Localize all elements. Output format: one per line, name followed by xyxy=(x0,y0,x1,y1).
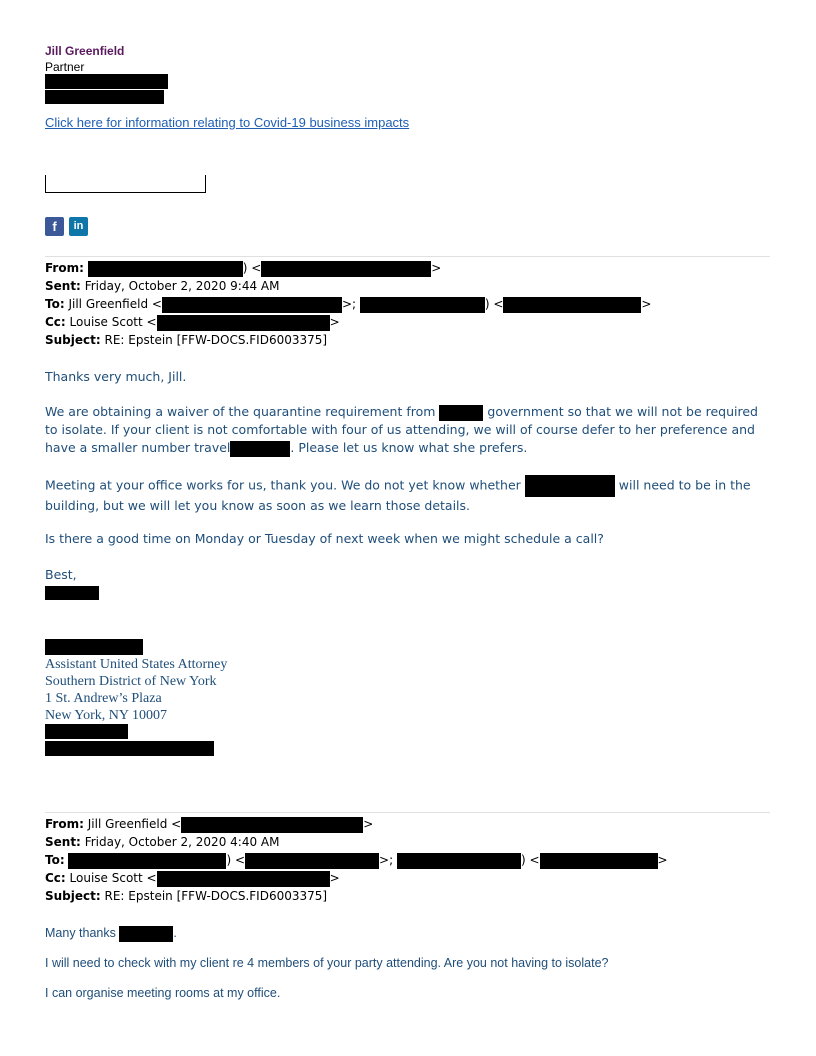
email1-from-line: From: ) < > xyxy=(45,261,442,275)
text: . Please let us know what she prefers. xyxy=(290,440,528,455)
sig-line: New York, NY 10007 xyxy=(45,708,167,723)
cc-name: Louise Scott < xyxy=(69,871,157,885)
redaction xyxy=(245,853,379,869)
redaction xyxy=(397,853,521,869)
redaction xyxy=(45,74,168,89)
text: government so that we will not be required to isolate. If your client is not comfortable with four of us attending, we will of course defer to her preference and have a smaller number travel xyxy=(45,404,758,455)
redaction xyxy=(119,926,173,942)
email2-cc-line: Cc: Louise Scott < > xyxy=(45,871,340,885)
linkedin-icon[interactable]: in xyxy=(69,217,88,236)
sent-label: Sent: xyxy=(45,279,81,293)
redaction xyxy=(540,853,658,869)
usao-signature xyxy=(45,656,227,724)
redaction xyxy=(162,297,342,313)
signature-image-box xyxy=(45,175,206,193)
redaction xyxy=(45,639,143,655)
covid-info-link[interactable]: Click here for information relating to Covid-19 business impacts xyxy=(45,115,410,130)
subject-label: Subject: xyxy=(45,333,101,347)
from-name: Jill Greenfield < xyxy=(87,817,182,831)
redaction xyxy=(261,261,431,277)
sig-line: Assistant United States Attorney xyxy=(45,657,228,672)
email2-from-line: From: Jill Greenfield < > xyxy=(45,817,374,831)
cc-label: Cc: xyxy=(45,315,66,329)
redaction xyxy=(88,261,243,277)
facebook-icon[interactable]: f xyxy=(45,217,64,236)
to-name: Jill Greenfield < xyxy=(68,297,162,311)
divider xyxy=(45,256,770,257)
email1-closing: Best, xyxy=(45,567,77,582)
email2-line-1: Many thanks . xyxy=(45,926,177,940)
email1-subject-line xyxy=(45,331,327,349)
signature-name: Jill Greenfield xyxy=(45,44,125,58)
signature-title: Partner xyxy=(45,60,85,74)
email1-paragraph-1 xyxy=(45,403,765,457)
subject-label: Subject: xyxy=(45,889,101,903)
email2-subject-line xyxy=(45,887,327,905)
from-label: From: xyxy=(45,261,84,275)
redaction xyxy=(525,475,615,497)
redaction xyxy=(68,853,226,869)
cc-name: Louise Scott < xyxy=(69,315,157,329)
email1-cc-line: Cc: Louise Scott < > xyxy=(45,315,340,329)
redaction xyxy=(181,817,363,833)
email1-to-line: To: Jill Greenfield < >; ) < > xyxy=(45,297,652,311)
email2-to-line: To: ) < >; ) < > xyxy=(45,853,668,867)
sig-line: Southern District of New York xyxy=(45,674,217,689)
redaction xyxy=(45,90,164,104)
redaction xyxy=(230,441,290,457)
subject-value: RE: Epstein [FFW-DOCS.FID6003375] xyxy=(104,889,328,903)
text: We are obtaining a waiver of the quarantine requirement from xyxy=(45,404,436,419)
redaction xyxy=(439,405,483,421)
sent-value: Friday, October 2, 2020 9:44 AM xyxy=(84,279,280,293)
redaction xyxy=(360,297,485,313)
sent-label: Sent: xyxy=(45,835,81,849)
email2-line-3: I can organise meeting rooms at my office. xyxy=(45,986,281,1000)
cc-label: Cc: xyxy=(45,871,66,885)
email2-line-2: I will need to check with my client re 4 members of your party attending. Are you not having to isolate? xyxy=(45,956,609,970)
email2-sent-line xyxy=(45,833,279,851)
text: Meeting at your office works for us, thank you. We do not yet know whether xyxy=(45,477,521,493)
subject-value: RE: Epstein [FFW-DOCS.FID6003375] xyxy=(104,333,328,347)
sent-value: Friday, October 2, 2020 4:40 AM xyxy=(84,835,280,849)
text: will need to be in the building, but we will let you know as soon as we learn those details. xyxy=(45,477,751,513)
divider xyxy=(45,812,770,813)
redaction xyxy=(45,741,214,756)
from-label: From: xyxy=(45,817,84,831)
email1-paragraph-2 xyxy=(45,475,765,515)
redaction xyxy=(45,586,99,600)
email1-greeting: Thanks very much, Jill. xyxy=(45,369,187,384)
to-label: To: xyxy=(45,297,65,311)
redaction xyxy=(503,297,641,313)
sig-line: 1 St. Andrew’s Plaza xyxy=(45,691,162,706)
to-label: To: xyxy=(45,853,65,867)
redaction xyxy=(157,315,330,331)
email1-sent-line xyxy=(45,277,279,295)
text: Many thanks xyxy=(45,926,116,940)
email1-paragraph-3: Is there a good time on Monday or Tuesday of next week when we might schedule a call? xyxy=(45,531,604,546)
redaction xyxy=(45,724,128,739)
redaction xyxy=(157,871,330,887)
